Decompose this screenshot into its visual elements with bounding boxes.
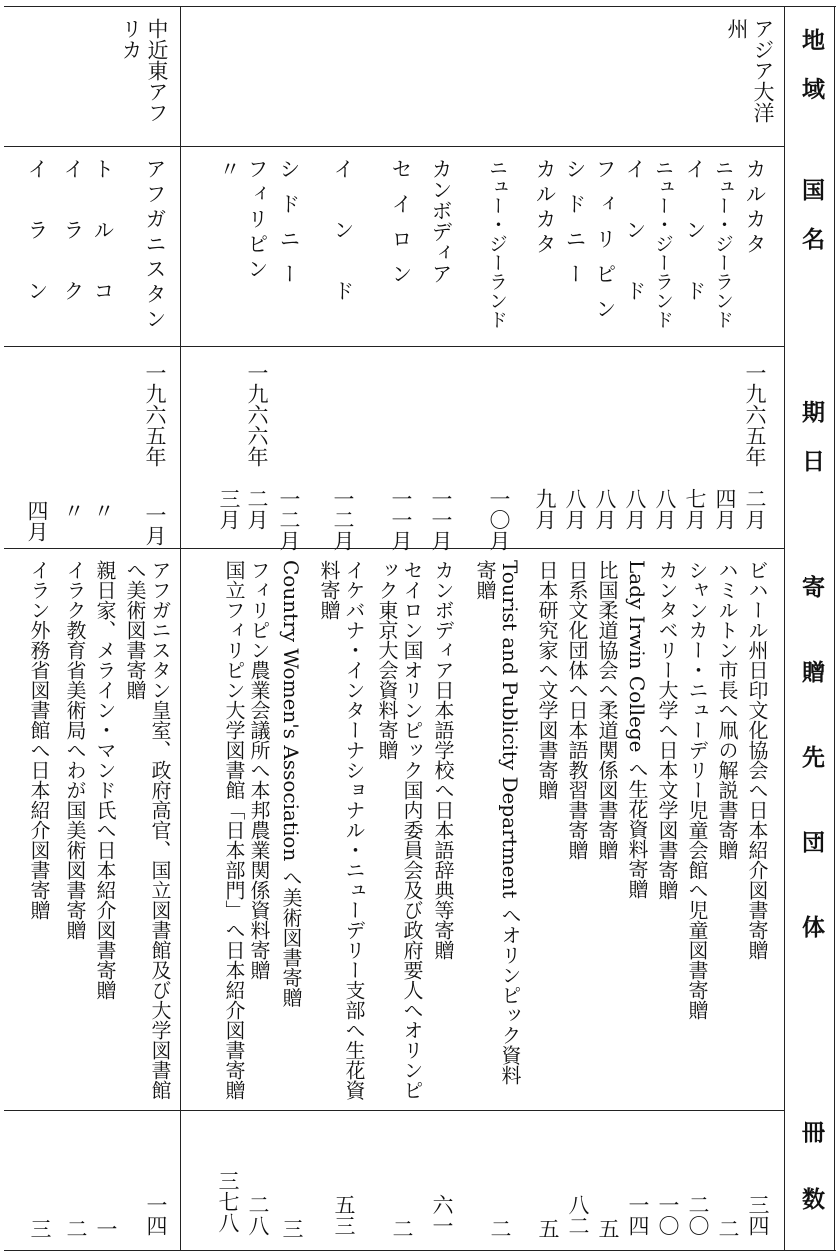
country-cell: 〃 [217,158,241,179]
count-cell: 三四 [746,1194,770,1236]
table-right-rule [834,6,835,1250]
month-cell: 七月 [683,488,707,530]
country-cell: セイロン [389,158,413,298]
month-cell: 四月 [713,488,737,530]
count-cell: 八二 [566,1194,590,1236]
header-region: 地域 [798,28,825,126]
month-cell: 八月 [623,488,647,530]
recipient-cell: セイロン国オリンピック国内委員会及び政府要人へオリンピック東京大会資料寄贈 [375,560,424,1100]
year-label: 一九六五年 [143,362,167,467]
recipient-cell: ビハール州日印文化協会へ日本紹介図書寄贈 [745,560,769,960]
count-cell: 二 [716,1218,740,1239]
recipient-cell: Tourist and Publicity Department へオリンピック資料寄贈 [473,560,522,1085]
month-cell: 一一月 [389,488,413,551]
country-cell: フィリピン [245,158,269,283]
count-cell: 五三 [332,1194,356,1236]
month-cell: 八月 [653,488,677,530]
recipient-cell: ハミルトン市長へ凧の解説書寄贈 [715,560,739,860]
country-cell: ニュー・ジーランド [712,158,734,329]
count-cell: 一 [94,1218,118,1239]
month-cell: 二月 [743,488,767,530]
month-cell: 八月 [563,488,587,530]
recipient-cell: 比国柔道協会へ柔道関係図書寄贈 [595,560,619,860]
recipient-cell: 国立フィリピン大学図書館「日本部門」へ日本紹介図書寄贈 [222,560,246,1100]
count-cell: 一四 [626,1194,650,1236]
recipient-cell: イケバナ・インターナショナル・ニューデリー支部へ生花資料寄贈 [317,560,366,1100]
count-cell: 二 [488,1218,512,1239]
recipient-cell: カンタベリー大学へ日本文学図書寄贈 [655,560,679,900]
header-count: 冊数 [798,1120,825,1254]
recipient-cell: 日本研究家へ文学図書寄贈 [535,560,559,800]
count-cell: 二 [64,1218,88,1239]
region-divider-rule [180,6,181,1250]
country-cell: カルカタ [743,158,767,258]
header-column-rule [784,6,785,1250]
country-cell: インド [331,158,355,341]
recipient-cell: Lady Irwin College へ生花資料寄贈 [625,560,649,899]
recipient-cell: カンボディア日本語学校へ日本語辞典等寄贈 [431,560,455,960]
year-label: 一九六五年 [743,362,767,467]
recipient-cell: フィリピン農業会議所へ本邦農業関係資料寄贈 [247,560,271,980]
month-cell: 九月 [533,488,557,530]
month-cell: 一一月 [429,488,453,551]
region-row-rule [4,146,784,147]
recipient-cell: 親日家、メライン・マンド氏へ日本紹介図書寄贈 [93,560,117,1000]
country-cell: イラク [61,158,85,341]
count-cell: 三 [280,1218,304,1239]
country-cell: インド [623,158,647,341]
recipient-cell: イラン外務省図書館へ日本紹介図書寄贈 [27,560,51,920]
recipient-row-rule [4,1110,784,1111]
count-cell: 三七八 [216,1170,240,1233]
month-cell: 〃 [61,500,85,521]
count-cell: 一四 [144,1194,168,1236]
country-cell: シドニー [277,158,301,298]
recipient-cell: アフガニスタン皇室、政府高官、国立図書館及び大学図書館へ美術図書寄贈 [123,560,172,1100]
count-cell: 二八 [246,1194,270,1236]
month-cell: 四月 [25,500,49,542]
country-cell: シドニー [563,158,587,298]
month-cell: 一二月 [277,488,301,551]
header-country: 国名 [798,178,825,276]
country-cell: トルコ [91,158,115,341]
count-cell: 六一 [430,1194,454,1236]
count-cell: 二 [390,1218,414,1239]
month-cell: 一二月 [331,488,355,551]
count-cell: 二〇 [686,1194,710,1236]
recipient-cell: イラク教育省美術局へわが国美術図書寄贈 [63,560,87,940]
table-top-rule [4,6,836,7]
month-cell: 二月 [245,488,269,530]
month-cell: 一〇月 [487,488,511,551]
country-cell: インド [683,158,707,341]
header-recipient: 寄贈先団体 [798,575,825,1000]
country-cell: ニュー・ジーランド [486,158,508,329]
country-row-rule [4,346,784,347]
month-cell: 〃 [91,500,115,521]
region-middle-east-africa: 中近東アフリカ [119,18,169,123]
count-cell: 五 [596,1218,620,1239]
recipient-cell: 日系文化団体へ日本語教習書寄贈 [565,560,589,860]
country-cell: ニュー・ジーランド [652,158,674,329]
region-asia-pacific: アジア大洋州 [725,18,775,123]
table-bottom-rule [4,1250,836,1251]
year-label: 一九六六年 [245,362,269,467]
country-cell: カルカタ [533,158,557,258]
month-cell: 八月 [593,488,617,530]
count-cell: 一〇 [656,1194,680,1236]
country-cell: イラン [25,158,49,341]
month-cell: 三月 [217,488,241,530]
month-cell: 一月 [143,504,167,546]
count-cell: 五 [536,1218,560,1239]
recipient-cell: シャンカー・ニューデリー児童会館へ児童図書寄贈 [685,560,709,1020]
recipient-cell: Country Women's Association へ美術図書寄贈 [279,560,303,1008]
country-cell: アフガニスタン [143,158,167,333]
country-cell: カンボディア [429,158,453,284]
count-cell: 三 [28,1218,52,1239]
header-period: 期日 [798,400,825,498]
country-cell: フィリピン [593,158,617,333]
